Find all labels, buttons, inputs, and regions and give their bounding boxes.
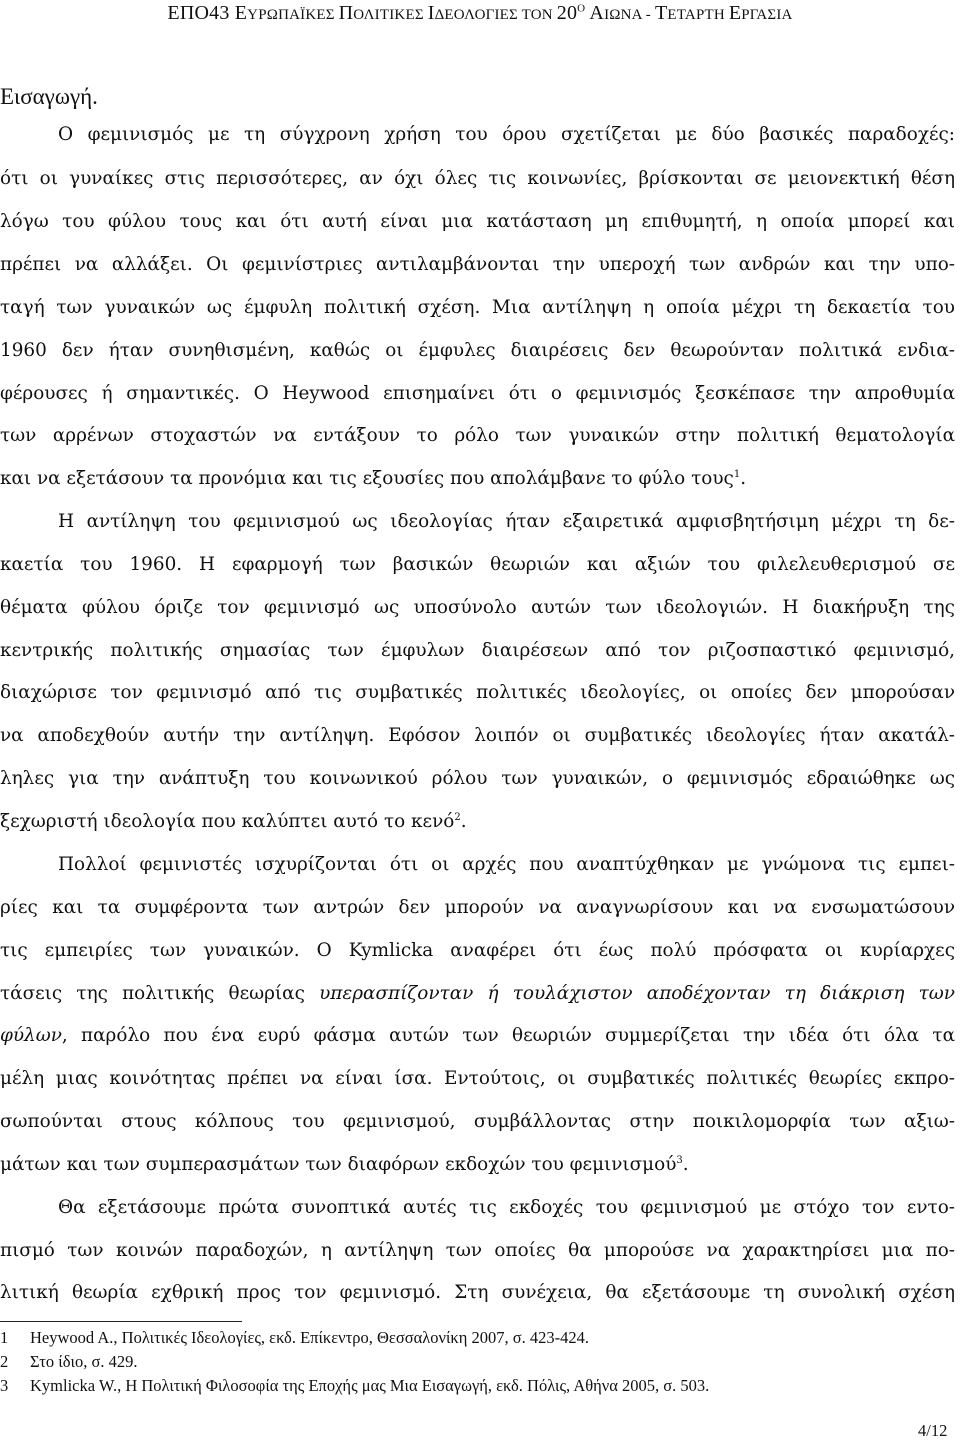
body-line: καετία του 1960. Η εφαρμογή των βασικών θεωριών και αξιών του φιλελευθερισμού σε [0, 554, 955, 575]
body-line: Πολλοί φεμινιστές ισχυρίζονται ότι οι αρχές που αναπτύχθηκαν με γνώμονα τις εμπει- [58, 854, 955, 875]
header-text: Ε [234, 2, 248, 24]
body-line: διαχώρισε τον φεμινισμό από τις συμβατικές πολιτικές ιδεολογίες, οι οποίες δεν μπορούσαν [0, 682, 955, 703]
body-text: ξεχωριστή ιδεολογία που καλύπτει αυτό το κενό [0, 811, 455, 832]
header-text: Ι [427, 2, 435, 24]
footnote-text: Kymlicka W., Η Πολιτική Φιλοσοφία της Εποχής μας Μια Εισαγωγή, εκδ. Πόλις, Αθήνα 2005, σ. 503. [30, 1376, 710, 1395]
header-text: ΔΕΟΛΟΓΙΕΣ ΤΟΝ [434, 7, 557, 23]
body-line: ότι οι γυναίκες στις περισσότερες, αν όχι όλες τις κοινωνίες, βρίσκονται σε μειονεκτική θέση [0, 168, 955, 189]
header-superscript: Ο [577, 2, 586, 15]
body-line: μέλη μιας κοινότητας πρέπει να είναι ίσα. Εντούτοις, οι συμβατικές πολιτικές θεωρίες εκπρο- [0, 1068, 955, 1089]
footnote-text: Heywood A., Πολιτικές Ιδεολογίες, εκδ. Επίκεντρο, Θεσσαλονίκη 2007, σ. 423-424. [30, 1328, 590, 1347]
italic-quote: υπερασπίζονταν ή τουλάχιστον αποδέχονταν τη διάκριση των [319, 983, 955, 1004]
header-text: ΕΤΑΡΤΗ [667, 7, 729, 23]
footnote [0, 1376, 709, 1396]
header-text: ΕΠΟ43 [167, 2, 235, 24]
body-line: των αρρένων στοχαστών να εντάξουν το ρόλο των γυναικών στην πολιτική θεματολογία [0, 425, 955, 446]
body-line: 1960 δεν ήταν συνηθισμένη, καθώς οι έμφυλες διαιρέσεις δεν θεωρούνταν πολιτικά ενδια- [0, 340, 955, 361]
header-text: Τ [654, 2, 668, 24]
footnote-number: 1 [0, 1328, 9, 1347]
body-text: , παρόλο που ένα ευρύ φάσμα αυτών των θεωριών συμμερίζεται την ιδέα ότι όλα τα [61, 1025, 955, 1046]
body-line: ληλες για την ανάπτυξη του κοινωνικού ρόλου των γυναικών, ο φεμινισμός εδραιώθηκε ως [0, 768, 955, 789]
header-text: ΥΡΩΠΑΪΚΕΣ [247, 7, 339, 23]
body-text: και να εξετάσουν τα προνόμια και τις εξουσίες που απολάμβανε το φύλο τους [0, 468, 734, 489]
footnote-separator [0, 1321, 242, 1322]
header-text: Π [338, 2, 354, 24]
body-text: . [460, 811, 467, 832]
body-line [0, 813, 955, 831]
body-line: λόγω του φύλου τους και ότι αυτή είναι μια κατάσταση μη επιθυμητή, η οποία μπορεί και [0, 211, 955, 232]
body-text: μάτων και των συμπερασμάτων των διαφόρων εκδοχών του φεμινισμού [0, 1154, 677, 1175]
body-line [0, 985, 955, 1003]
body-line: θέματα φύλου όριζε τον φεμινισμό ως υποσύνολο αυτών των ιδεολογιών. Η διακήρυξη της [0, 597, 955, 618]
footnote-text: Στο ίδιο, σ. 429. [30, 1352, 138, 1371]
footnote-ref: 1 [733, 468, 741, 480]
body-line: τις εμπειρίες των γυναικών. Ο Kymlicka αναφέρει ότι έως πολύ πρόσφατα οι κυρίαρχες [0, 940, 955, 961]
body-line [0, 470, 955, 488]
body-text: . [682, 1154, 689, 1175]
body-line: ρίες και τα συμφέροντα των αντρών δεν μπορούν να αναγνωρίσουν και να ενσωματώσουν [0, 897, 955, 918]
body-line [0, 1156, 955, 1174]
body-line: Η αντίληψη του φεμινισμού ως ιδεολογίας ήταν εξαιρετικά αμφισβητήσιμη μέχρι τη δε- [58, 511, 955, 532]
body-line: να αποδεχθούν αυτήν την αντίληψη. Εφόσον λοιπόν οι συμβατικές ιδεολογίες ήταν ακατάλ- [0, 725, 955, 746]
footnote-ref: 3 [676, 1154, 683, 1166]
header-text: Ε [728, 2, 742, 24]
body-line [0, 1027, 955, 1045]
body-line: ταγή των γυναικών ως έμφυλη πολιτική σχέση. Μια αντίληψη η οποία μέχρι τη δεκαετία του [0, 297, 955, 318]
body-line: Θα εξετάσουμε πρώτα συνοπτικά αυτές τις εκδοχές του φεμινισμού με στόχο τον εντο- [58, 1197, 955, 1218]
body-text: . [740, 468, 747, 489]
italic-quote: φύλων [0, 1025, 62, 1046]
section-title: Εισαγωγή. [0, 84, 98, 109]
running-header [0, 2, 960, 25]
header-text: ΙΩΝΑ - [604, 7, 655, 23]
body-line: Ο φεμινισμός με τη σύγχρονη χρήση του όρου σχετίζεται με δύο βασικές παραδοχές: [58, 124, 955, 145]
body-line: λιτική θεωρία εχθρική προς τον φεμινισμό. Στη συνέχεια, θα εξετάσουμε τη συνολική σχέση [0, 1282, 955, 1303]
footnote-ref: 2 [454, 811, 461, 823]
footnote-number: 2 [0, 1352, 9, 1371]
page-number: 4/12 [918, 1421, 948, 1440]
body-line: πισμό των κοινών παραδοχών, η αντίληψη των οποίες θα μπορούσε να χαρακτηρίσει μια πο- [0, 1240, 955, 1261]
body-line: φέρουσες ή σημαντικές. Ο Heywood επισημαίνει ότι ο φεμινισμός ξεσκέπασε την απροθυμία [0, 383, 955, 404]
footnote [0, 1328, 589, 1348]
body-line: κεντρικής πολιτικής σημασίας των έμφυλων διαιρέσεων από τον ριζοσπαστικό φεμινισμό, [0, 640, 955, 661]
body-text: τάσεις της πολιτικής θεωρίας [0, 983, 320, 1004]
footnote [0, 1352, 137, 1372]
body-line: σωπούνται στους κόλπους του φεμινισμού, συμβάλλοντας στην ποικιλομορφία των αξιω- [0, 1111, 955, 1132]
header-text: ΡΓΑΣΙΑ [741, 7, 793, 23]
header-text: ΟΛΙΤΙΚΕΣ [353, 7, 428, 23]
header-text: 20 [556, 2, 578, 24]
footnote-number: 3 [0, 1376, 9, 1395]
header-text: Α [589, 2, 605, 24]
body-line: πρέπει να αλλάξει. Οι φεμινίστριες αντιλαμβάνονται την υπεροχή των ανδρών και την υπο- [0, 254, 955, 275]
